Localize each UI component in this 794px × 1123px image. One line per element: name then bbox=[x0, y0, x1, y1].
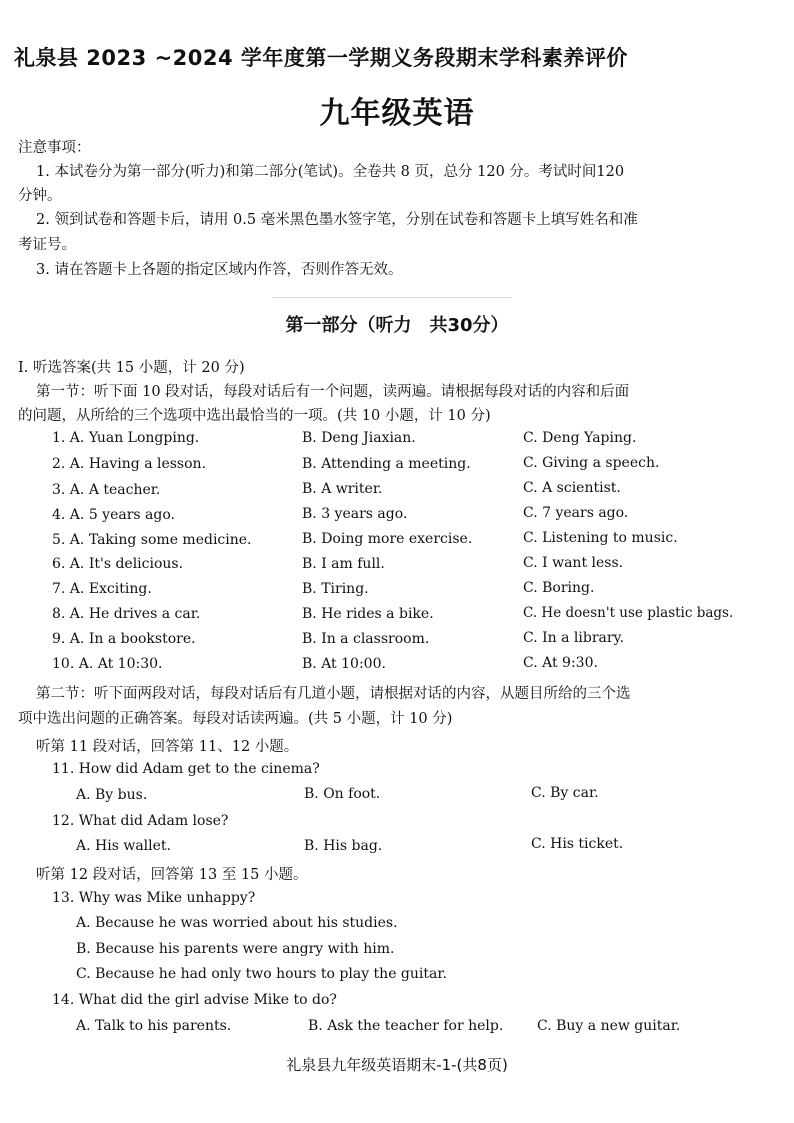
note-2-line-2: 考证号。 bbox=[18, 237, 76, 253]
q11-stem: 11. How did Adam get to the cinema? bbox=[52, 761, 320, 777]
q13-option-b: B. Because his parents were angry with him. bbox=[76, 941, 395, 957]
q11-option-b: B. On foot. bbox=[304, 786, 381, 802]
q1-option-c: C. Deng Yaping. bbox=[523, 430, 637, 446]
q10-option-b: B. At 10:00. bbox=[302, 656, 386, 672]
q6-option-c: C. I want less. bbox=[523, 555, 624, 571]
exam-title: 礼泉县 2023 ~2024 学年度第一学期义务段期末学科素养评价 bbox=[14, 46, 628, 70]
q14-option-a: A. Talk to his parents. bbox=[76, 1018, 232, 1034]
q2-option-a: 2. A. Having a lesson. bbox=[52, 456, 207, 472]
page-footer: 礼泉县九年级英语期末-1-(共8页) bbox=[286, 1056, 508, 1074]
q5-option-a: 5. A. Taking some medicine. bbox=[52, 532, 252, 548]
exam-subject: 九年级英语 bbox=[319, 96, 475, 131]
q9-option-c: C. In a library. bbox=[523, 630, 625, 646]
q4-option-b: B. 3 years ago. bbox=[302, 506, 408, 522]
sec2-instructions-line-2: 项中选出问题的正确答案。每段对话读两遍。(共 5 小题，计 10 分) bbox=[18, 711, 453, 727]
q14-option-b: B. Ask the teacher for help. bbox=[308, 1018, 504, 1034]
q7-option-a: 7. A. Exciting. bbox=[52, 581, 152, 597]
q12-option-c: C. His ticket. bbox=[531, 836, 624, 852]
q6-option-a: 6. A. It's delicious. bbox=[52, 556, 184, 572]
q12-option-a: A. His wallet. bbox=[76, 838, 171, 854]
q3-option-a: 3. A. A teacher. bbox=[52, 482, 161, 498]
note-2-line-1: 2. 领到试卷和答题卡后，请用 0.5 毫米黑色墨水签字笔，分别在试卷和答题卡上填写姓名和准 bbox=[36, 212, 638, 228]
notes-heading: 注意事项： bbox=[18, 140, 91, 156]
q12-option-b: B. His bag. bbox=[304, 838, 383, 854]
q10-option-c: C. At 9:30. bbox=[523, 655, 598, 671]
q4-option-a: 4. A. 5 years ago. bbox=[52, 507, 175, 523]
sec1-instructions-line-2: 的问题，从所给的三个选项中选出最恰当的一项。(共 10 小题，计 10 分) bbox=[18, 408, 491, 424]
q9-option-a: 9. A. In a bookstore. bbox=[52, 631, 196, 647]
q8-option-c: C. He doesn't use plastic bags. bbox=[523, 605, 734, 621]
q1-option-a: 1. A. Yuan Longping. bbox=[52, 430, 200, 446]
q8-option-a: 8. A. He drives a car. bbox=[52, 606, 201, 622]
q14-option-c: C. Buy a new guitar. bbox=[537, 1018, 681, 1034]
q4-option-c: C. 7 years ago. bbox=[523, 505, 629, 521]
q3-option-b: B. A writer. bbox=[302, 481, 383, 497]
note-1-line-1: 1. 本试卷分为第一部分(听力)和第二部分(笔试)。全卷共 8 页，总分 120 分。考试时间120 bbox=[36, 164, 625, 180]
q13-stem: 13. Why was Mike unhappy? bbox=[52, 890, 256, 906]
q3-option-c: C. A scientist. bbox=[523, 480, 621, 496]
q5-option-c: C. Listening to music. bbox=[523, 530, 678, 546]
q2-option-b: B. Attending a meeting. bbox=[302, 456, 471, 472]
sec2-instructions-line-1: 第二节：听下面两段对话，每段对话后有几道小题，请根据对话的内容，从题目所给的三个选 bbox=[36, 686, 631, 702]
q5-option-b: B. Doing more exercise. bbox=[302, 531, 473, 547]
section-1-heading: Ⅰ. 听选答案(共 15 小题，计 20 分) bbox=[18, 360, 245, 376]
part-1-title: 第一部分（听力 共30分） bbox=[285, 315, 509, 336]
q1-option-b: B. Deng Jiaxian. bbox=[302, 430, 416, 446]
q7-option-c: C. Boring. bbox=[523, 580, 595, 596]
q6-option-b: B. I am full. bbox=[302, 556, 385, 572]
dialog-12-intro: 听第 12 段对话，回答第 13 至 15 小题。 bbox=[36, 867, 308, 883]
q10-option-a: 10. A. At 10:30. bbox=[52, 656, 163, 672]
q12-stem: 12. What did Adam lose? bbox=[52, 813, 229, 829]
dialog-11-intro: 听第 11 段对话，回答第 11、12 小题。 bbox=[36, 739, 299, 755]
q13-option-c: C. Because he had only two hours to play the guitar. bbox=[76, 966, 447, 982]
q11-option-a: A. By bus. bbox=[76, 787, 148, 803]
divider bbox=[272, 297, 512, 298]
sec1-instructions-line-1: 第一节：听下面 10 段对话，每段对话后有一个问题，读两遍。请根据每段对话的内容和后面 bbox=[36, 384, 630, 400]
q9-option-b: B. In a classroom. bbox=[302, 631, 430, 647]
note-3: 3. 请在答题卡上各题的指定区域内作答，否则作答无效。 bbox=[36, 262, 403, 278]
q2-option-c: C. Giving a speech. bbox=[523, 455, 660, 471]
note-1-line-2: 分钟。 bbox=[18, 188, 62, 204]
q11-option-c: C. By car. bbox=[531, 785, 599, 801]
q14-stem: 14. What did the girl advise Mike to do? bbox=[52, 992, 337, 1008]
q13-option-a: A. Because he was worried about his studies. bbox=[76, 915, 398, 931]
q7-option-b: B. Tiring. bbox=[302, 581, 369, 597]
q8-option-b: B. He rides a bike. bbox=[302, 606, 434, 622]
